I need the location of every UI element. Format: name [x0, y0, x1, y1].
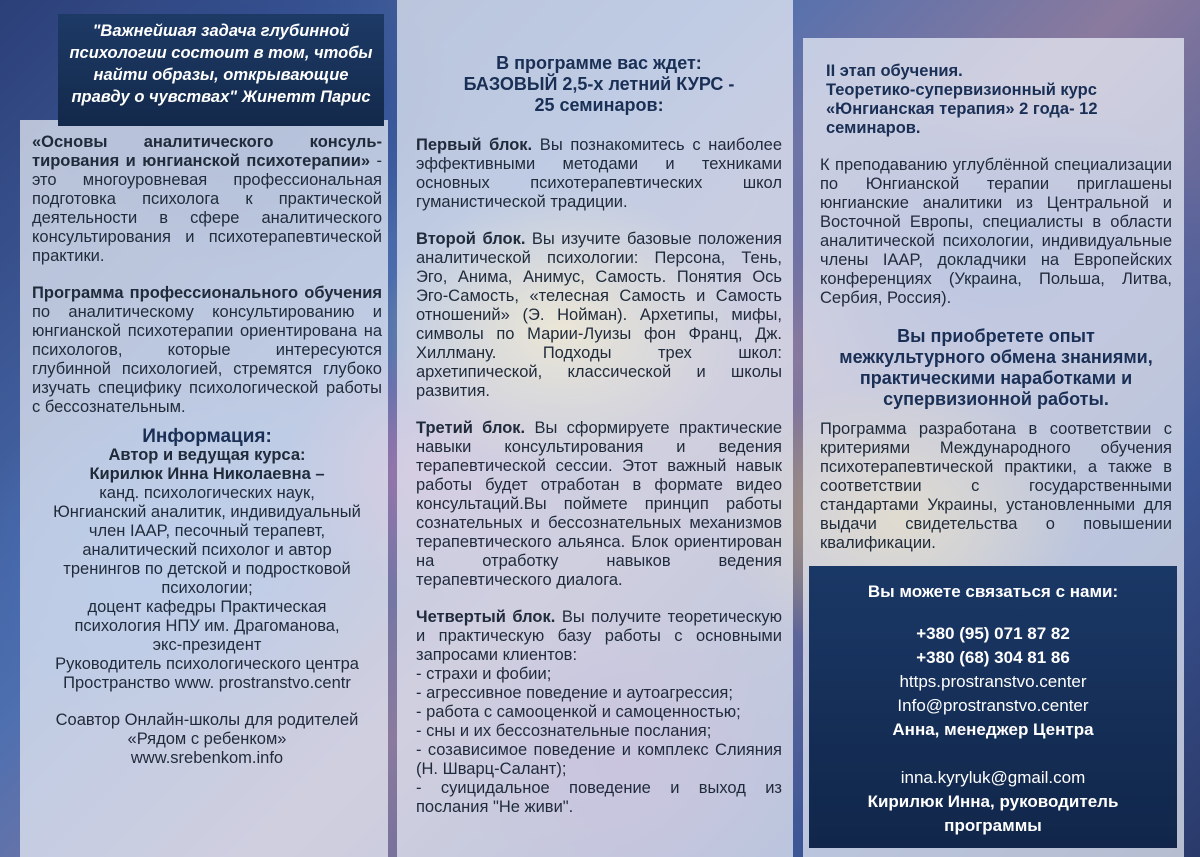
- list-item: - агрессивное поведение и аутоагрессия;: [416, 684, 733, 702]
- experience-line: Вы приобретете опыт: [897, 326, 1095, 346]
- quote-line: психологии состоит в том, чтобы: [69, 44, 373, 62]
- left-column: [32, 133, 382, 768]
- stage-line: семинаров.: [826, 119, 921, 137]
- block2-text: Вы изучите базовые положения аналитической психологии: Персона, Тень, Эго, Анима, Анимус, Самость. Понятия Ось Эго-Самость, «телесная Самость и Самость отношений» (Э. Нойман). Архетипы, мифы, символы по Марии-Луизы фон Франц, Дж. Хиллману. Подходы трех школ: архетипической, классической и школы развития.: [416, 230, 782, 400]
- school-website-link[interactable]: www.srebenkom.info: [130, 749, 284, 767]
- phone-link[interactable]: +380 (95) 071 87 82: [916, 624, 1070, 643]
- bio-line: Пространство www. prostranstvo.centr: [63, 674, 351, 692]
- block4-text: Вы получите теоретическую и практическую базу работы с основными запросами клиентов:: [416, 608, 782, 664]
- list-item: - страхи и фобии;: [416, 665, 552, 683]
- contact-box: [809, 566, 1177, 848]
- program-title: Программа профессионального обучения: [32, 284, 382, 302]
- block2-paragraph: [416, 230, 782, 401]
- request-list: [416, 665, 782, 817]
- coauthor-info: [32, 711, 382, 768]
- quote-line: найти образы, открывающие: [93, 66, 349, 84]
- bio-line: канд. психологических наук,: [99, 484, 315, 502]
- bio-line: тренингов по детской и подростковой: [63, 560, 351, 578]
- contact-title: Вы можете связаться с нами:: [867, 582, 1119, 601]
- author-bio: [32, 484, 382, 693]
- bio-line: аналитический психолог и автор: [82, 541, 332, 559]
- coauthor-line: Соавтор Онлайн-школы для родителей: [55, 711, 359, 729]
- stage-line: II этап обучения.: [826, 62, 963, 80]
- bio-line: Руководитель психологического центра: [55, 655, 359, 673]
- stage-line: «Юнгианская терапия» 2 года- 12: [826, 100, 1098, 118]
- block3-text: Вы сформируете практические навыки консультирования и ведения терапевтической сессии. Этот важный навык работы будет отработан в формате видео консультаций.Вы поймете принцип работы сознательных и бессознательных механизмов терапевтического альянса. Блок ориентирован на отработку навыков ведения терапевтического диалога.: [416, 419, 782, 589]
- stage-line: Теоретико-супервизионный курс: [826, 81, 1097, 99]
- block1-paragraph: [416, 136, 782, 212]
- quote-line: правду о чувствах" Жинетт Парис: [71, 88, 371, 106]
- block3-paragraph: [416, 419, 782, 590]
- list-item: - сны и их бессознательные послания;: [416, 722, 712, 740]
- program-text: по аналитическому консультированию и юнгианской психотерапии ориентирована на психологов, которые интересуются глубинной психологией, стремятся глубоко изучать специфику психологической работы с бессознательным.: [32, 303, 382, 416]
- bio-line: психология НПУ им. Драгоманова,: [74, 617, 340, 635]
- bio-line: Юнгианский аналитик, индивидуальный: [53, 503, 361, 521]
- info-title: Информация:: [142, 426, 272, 447]
- author-label: Автор и ведущая курса:: [108, 446, 306, 464]
- stage-heading: [820, 62, 1172, 138]
- bio-line: член IAAP, песочный терапевт,: [88, 522, 326, 540]
- quote-line: "Важнейшая задача глубинной: [92, 22, 350, 40]
- email-link[interactable]: Info@prostranstvo.center: [897, 696, 1089, 715]
- website-link[interactable]: https.prostranstvo.center: [899, 672, 1087, 691]
- email-link[interactable]: inna.kyryluk@gmail.com: [900, 768, 1086, 787]
- block4-title: Четвертый блок.: [416, 608, 556, 626]
- head-label: программы: [944, 816, 1042, 835]
- bio-line: экс-президент: [152, 636, 262, 654]
- intro-text: - это многоуровневая профессиональная подготовка психолога к практической деятельности в сфере аналитического консультирования и психотерапевтической практики.: [32, 152, 382, 265]
- experience-line: супервизионной работы.: [883, 389, 1109, 409]
- block3-title: Третий блок.: [416, 419, 526, 437]
- intro-title: «Основы аналитического консультирования и юнгианской психотерапии»: [32, 133, 382, 170]
- heading-line: В программе вас ждет:: [496, 53, 702, 73]
- middle-column: [416, 53, 782, 817]
- coauthor-line: «Рядом с ребенком»: [127, 730, 287, 748]
- program-heading: [416, 53, 782, 116]
- standards-paragraph: Программа разработана в соответствии с критериями Международного обучения психотерапевтической практики, а также в соответствии с государственными стандартами Украины, установленными для выдачи свидетельства о повышении квалификации.: [820, 420, 1172, 552]
- quote-box: [58, 14, 384, 126]
- intro-paragraph: [32, 133, 382, 266]
- author-name: Кирилюк Инна Николаевна –: [89, 465, 325, 483]
- block2-title: Второй блок.: [416, 230, 526, 248]
- head-label: Кирилюк Инна, руководитель: [867, 792, 1119, 811]
- block4-paragraph: [416, 608, 782, 665]
- bio-line: психологии;: [161, 579, 253, 597]
- list-item: - созависимое поведение и комплекс Слияния (Н. Шварц-Салант);: [416, 741, 782, 778]
- block1-text: Вы познакомитесь с наиболее эффективными методами и техниками основных психотерапевтических школ гуманистической традиции.: [416, 136, 782, 211]
- heading-line: БАЗОВЫЙ 2,5-х летний КУРС -: [463, 74, 735, 94]
- right-column: [820, 62, 1172, 553]
- bio-line: доцент кафедры Практическая: [87, 598, 327, 616]
- block1-title: Первый блок.: [416, 136, 533, 154]
- teachers-paragraph: К преподаванию углублённой специализации по Юнгианской терапии приглашены юнгианские аналитики из Центральной и Восточной Европы, специалисты в области аналитической психологии, индивидуальные члены IAAP, докладчики на Европейских конференциях (Украина, Польша, Литва, Сербия, Россия).: [820, 156, 1172, 307]
- list-item: - работа с самооценкой и самоценностью;: [416, 703, 741, 721]
- experience-line: межкультурного обмена знаниями,: [839, 347, 1153, 367]
- program-paragraph: [32, 284, 382, 417]
- experience-line: практическими наработками и: [859, 368, 1133, 388]
- phone-link[interactable]: +380 (68) 304 81 86: [916, 648, 1070, 667]
- manager-label: Анна, менеджер Центра: [892, 720, 1094, 739]
- heading-line: 25 семинаров:: [534, 95, 664, 115]
- experience-heading: [820, 326, 1172, 410]
- list-item: - суицидальное поведение и выход из послания "Не живи".: [416, 779, 782, 816]
